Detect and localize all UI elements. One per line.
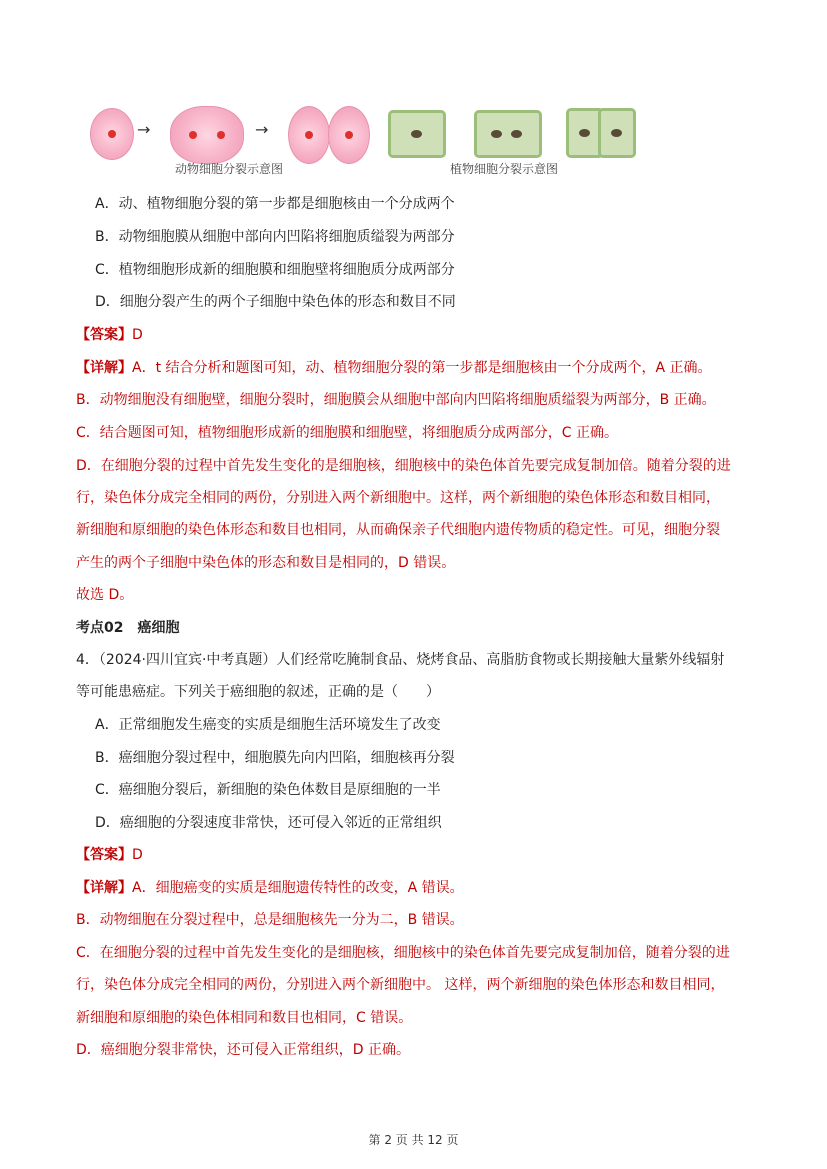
answer-value: D bbox=[132, 847, 143, 863]
animal-cell-image bbox=[328, 106, 370, 164]
q4-stem-line-1: 4．（2024·四川宜宾·中考真题）人们经常吃腌制食品、烧烤食品、高脂肪食物或长期接触大量紫外线辐射 bbox=[76, 652, 725, 668]
q3-detail-line-5: 行，染色体分成完全相同的两份，分别进入两个新细胞中。这样，两个新细胞的染色体形态和数目相同， bbox=[76, 490, 720, 506]
plant-figure-caption: 植物细胞分裂示意图 bbox=[450, 162, 559, 176]
q4-option-a: A．正常细胞发生癌变的实质是细胞生活环境发生了改变 bbox=[95, 717, 441, 733]
q4-detail-line-5: 新细胞和原细胞的染色体相同和数目也相同，C 错误。 bbox=[76, 1010, 413, 1026]
detail-label: 【详解】 bbox=[76, 360, 132, 376]
q4-detail-line-4: 行，染色体分成完全相同的两份，分别进入两个新细胞中。 这样，两个新细胞的染色体形态和数目相同， bbox=[76, 977, 725, 993]
arrow-icon: → bbox=[255, 120, 269, 139]
q3-detail-line-6: 新细胞和原细胞的染色体形态和数目也相同，从而确保亲子代细胞内遗传物质的稳定性。可见，细胞分裂 bbox=[76, 522, 720, 538]
q3-detail-line-4: D．在细胞分裂的过程中首先发生变化的是细胞核，细胞核中的染色体首先要完成复制加倍。随着分裂的进 bbox=[76, 458, 731, 474]
q3-option-b: B．动物细胞膜从细胞中部向内凹陷将细胞质缢裂为两部分 bbox=[95, 229, 455, 245]
page-number: 第 2 页 共 12 页 bbox=[368, 1133, 459, 1147]
q3-answer bbox=[76, 324, 143, 344]
q3-detail-line-7: 产生的两个子细胞中染色体的形态和数目是相同的，D 错误。 bbox=[76, 555, 456, 571]
q3-option-a: A．动、植物细胞分裂的第一步都是细胞核由一个分成两个 bbox=[95, 196, 455, 212]
q4-detail-line-3: C．在细胞分裂的过程中首先发生变化的是细胞核，细胞核中的染色体首先要完成复制加倍，随着分裂的进 bbox=[76, 945, 730, 961]
q4-detail-line-6: D．癌细胞分裂非常快，还可侵入正常组织，D 正确。 bbox=[76, 1042, 411, 1058]
animal-cell-image bbox=[90, 108, 134, 160]
answer-value: D bbox=[132, 327, 143, 343]
animal-figure-caption: 动物细胞分裂示意图 bbox=[175, 162, 284, 176]
q3-detail-line-8: 故选 D。 bbox=[76, 587, 134, 603]
q3-option-c: C．植物细胞形成新的细胞膜和细胞壁将细胞质分成两部分 bbox=[95, 262, 455, 278]
cell-division-figure bbox=[90, 100, 650, 180]
q3-detail-line-3: C．结合题图可知，植物细胞形成新的细胞膜和细胞壁，将细胞质分成两部分，C 正确。 bbox=[76, 425, 618, 441]
animal-cell-image bbox=[170, 106, 244, 164]
section-heading bbox=[76, 617, 179, 637]
plant-cell-image bbox=[474, 110, 542, 158]
q4-stem-line-2: 等可能患癌症。下列关于癌细胞的叙述，正确的是（ ） bbox=[76, 684, 440, 700]
section-title: 癌细胞 bbox=[137, 620, 180, 636]
plant-cell-image bbox=[598, 108, 636, 158]
section-label: 考点02 bbox=[76, 620, 124, 636]
q4-option-c: C．癌细胞分裂后，新细胞的染色体数目是原细胞的一半 bbox=[95, 782, 441, 798]
animal-cell-image bbox=[288, 106, 330, 164]
q4-answer bbox=[76, 844, 143, 864]
q4-option-d: D．癌细胞的分裂速度非常快，还可侵入邻近的正常组织 bbox=[95, 815, 442, 831]
plant-cell-image bbox=[388, 110, 446, 158]
q3-detail-line-1: 【详解】A．t 结合分析和题图可知，动、植物细胞分裂的第一步都是细胞核由一个分成两个，A 正确。 bbox=[76, 360, 712, 376]
q3-option-d: D．细胞分裂产生的两个子细胞中染色体的形态和数目不同 bbox=[95, 294, 456, 310]
detail-label: 【详解】 bbox=[76, 880, 132, 896]
answer-label: 【答案】 bbox=[76, 847, 132, 863]
q4-detail-line-1: 【详解】A．细胞癌变的实质是细胞遗传特性的改变，A 错误。 bbox=[76, 880, 464, 896]
q4-detail-line-2: B．动物细胞在分裂过程中，总是细胞核先一分为二，B 错误。 bbox=[76, 912, 464, 928]
q3-detail-line-2: B．动物细胞没有细胞壁，细胞分裂时，细胞膜会从细胞中部向内凹陷将细胞质缢裂为两部分，B 正确。 bbox=[76, 392, 716, 408]
answer-label: 【答案】 bbox=[76, 327, 132, 343]
q4-option-b: B．癌细胞分裂过程中，细胞膜先向内凹陷，细胞核再分裂 bbox=[95, 750, 455, 766]
arrow-icon: → bbox=[137, 120, 151, 139]
